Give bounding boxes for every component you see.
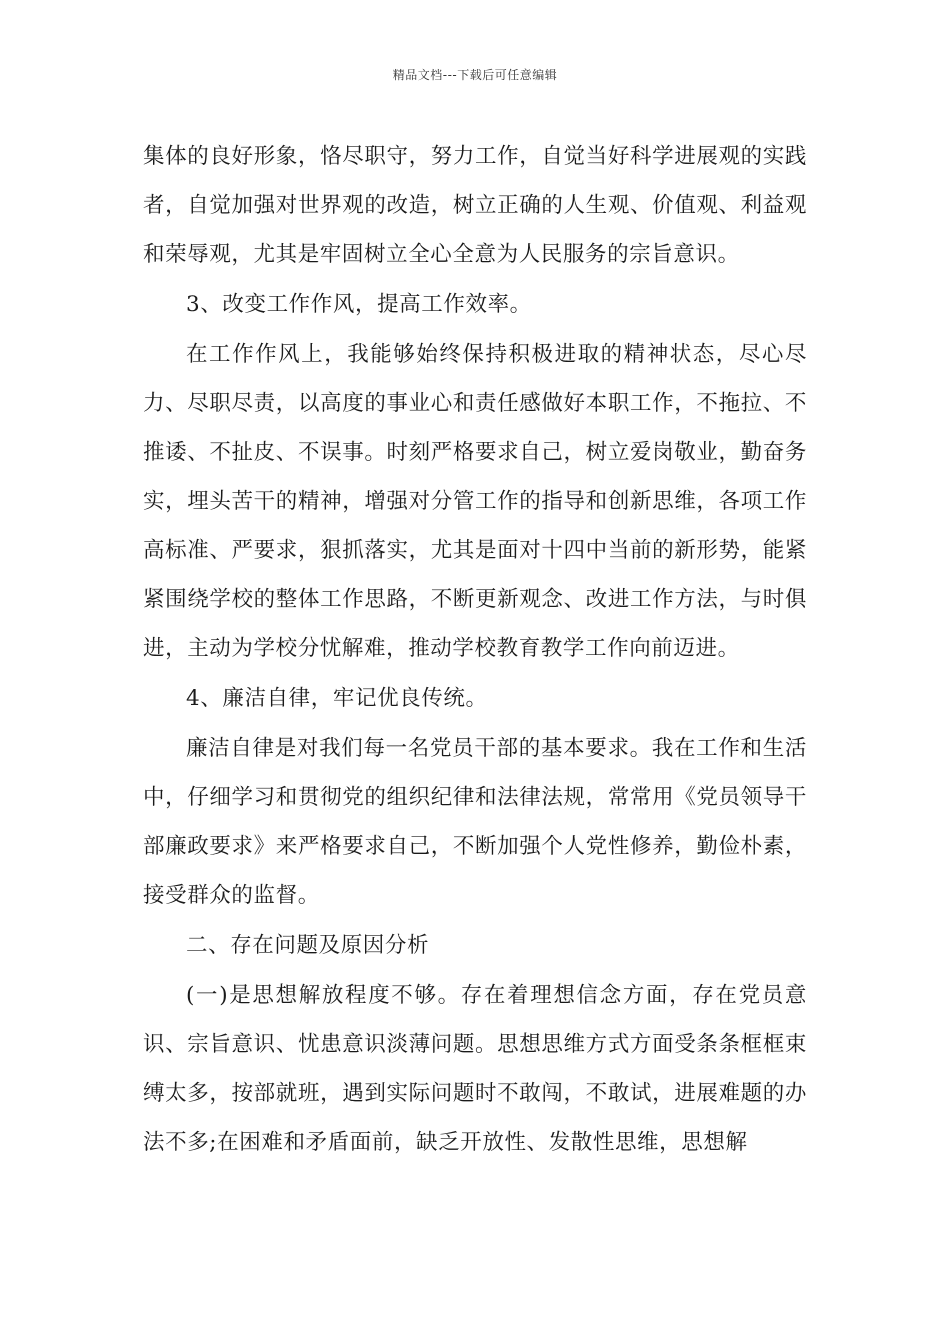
section-heading-4: 4、廉洁自律，牢记优良传统。 (186, 686, 488, 711)
document-body (143, 132, 807, 1167)
paragraph-work-style: 在工作作风上，我能够始终保持积极进取的精神状态，尽心尽力、尽职尽责，以高度的事业心和责任感做好本职工作，不拖拉、不推诿、不扯皮、不误事。时刻严格要求自己，树立爱岗敬业，勤奋务实，埋头苦干的精神，增强对分管工作的指导和创新思维，各项工作高标准、严要求，狠抓落实，尤其是面对十四中当前的新形势，能紧紧围绕学校的整体工作思路，不断更新观念、改进工作方法，与时俱进，主动为学校分忧解难，推动学校教育教学工作向前迈进。 (143, 342, 807, 661)
page-header: 精品文档---下载后可任意编辑 (392, 68, 558, 82)
section-heading-3: 3、改变工作作风，提高工作效率。 (186, 292, 532, 317)
paragraph-integrity: 廉洁自律是对我们每一名党员干部的基本要求。我在工作和生活中，仔细学习和贯彻党的组织纪律和法律法规，常常用《党员领导干部廉政要求》来严格要求自己，不断加强个人党性修养，勤俭朴素，接受群众的监督。 (143, 736, 807, 908)
paragraph-continuation: 集体的良好形象，恪尽职守，努力工作，自觉当好科学进展观的实践者，自觉加强对世界观的改造，树立正确的人生观、价值观、利益观和荣辱观，尤其是牢固树立全心全意为人民服务的宗旨意识。 (143, 144, 807, 267)
section-heading-problems: 二、存在问题及原因分析 (186, 933, 430, 958)
paragraph-problem-1: (一)是思想解放程度不够。存在着理想信念方面，存在党员意识、宗旨意识、忧患意识淡薄问题。思想思维方式方面受条条框框束缚太多，按部就班，遇到实际问题时不敢闯，不敢试，进展难题的办法不多;在困难和矛盾面前，缺乏开放性、发散性思维，思想解 (143, 983, 807, 1155)
